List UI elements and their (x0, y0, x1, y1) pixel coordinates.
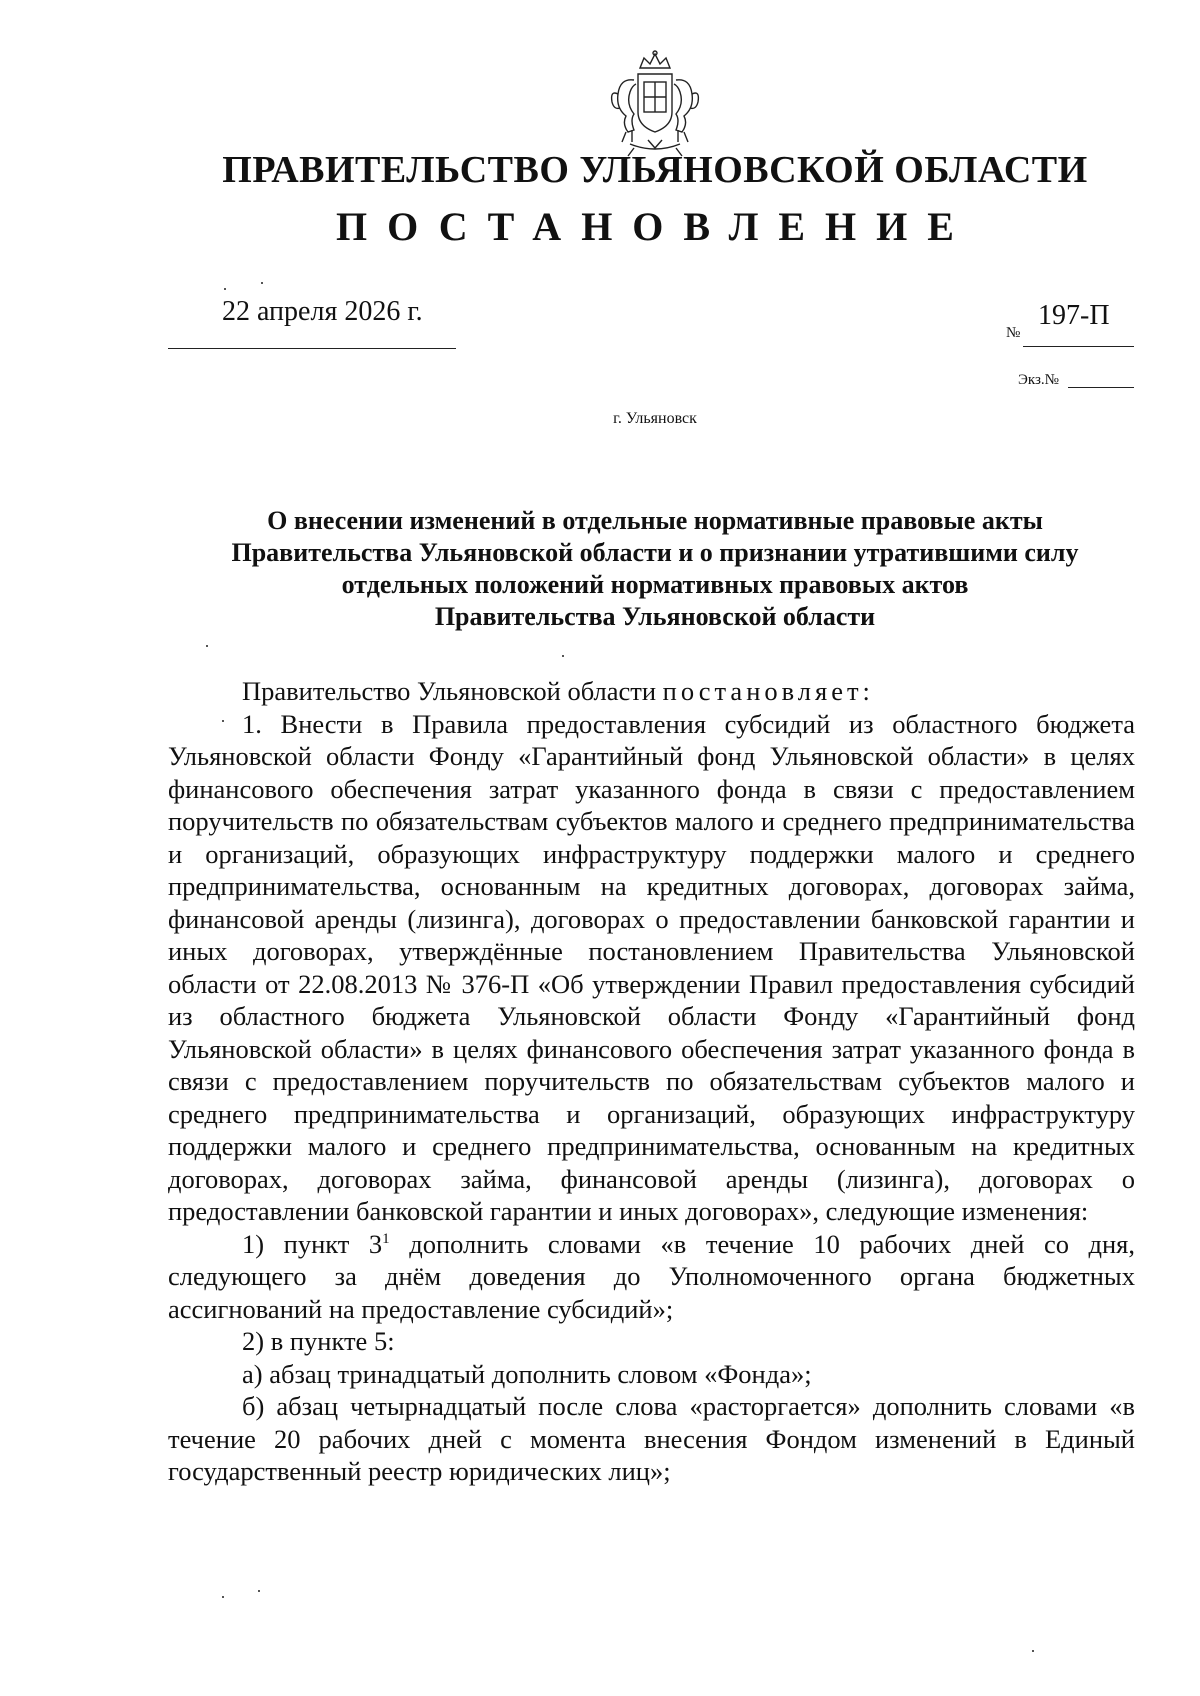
heading-line: Правительства Ульяновской области (434, 602, 876, 631)
heading-line: Правительства Ульяновской области и о признании утратившими силу (231, 538, 1079, 567)
number-label: № (1006, 325, 1021, 341)
copy-number-label: Экз.№ (1018, 372, 1059, 388)
document-heading (170, 505, 1140, 633)
scan-speck (562, 655, 564, 657)
heading-line: О внесении изменений в отдельные нормативные правовые акты (267, 506, 1043, 535)
organization-title: ПРАВИТЕЛЬСТВО УЛЬЯНОВСКОЙ ОБЛАСТИ (222, 149, 1088, 191)
subitem-1-rest: дополнить словами «в течение 10 рабочих дней со дня, следующего за днём доведения до Уполномоченного органа бюджетных ассигнований на предоставление субсидий»; (168, 1228, 1135, 1324)
scan-speck (222, 1596, 224, 1598)
preamble (168, 675, 1135, 708)
paragraph-subitem-1 (168, 1228, 1135, 1326)
paragraph-subitem-2: 2) в пункте 5: (242, 1326, 395, 1356)
scan-speck (222, 720, 224, 722)
subitem-1-prefix: 1) пункт 3 (242, 1228, 383, 1259)
paragraph-subitem-2a: а) абзац тринадцатый дополнить словом «Фонда»; (242, 1358, 812, 1389)
scan-speck (261, 282, 263, 284)
paragraph-subitem-2b: б) абзац четырнадцатый после слова «расторгается» дополнить словами «в течение 20 рабочих дней с момента внесения Фондом изменений в Единый государственный реестр юридических лиц»; (168, 1391, 1135, 1486)
heading-line: отдельных положений нормативных правовых актов (341, 570, 969, 599)
document-body (168, 675, 1135, 1488)
document-type: ПОСТАНОВЛЕНИЕ (336, 204, 974, 249)
preamble-verb: постановляет: (662, 676, 874, 706)
document-date: 22 апреля 2026 г. (222, 296, 423, 327)
subitem-1-superscript: 1 (382, 1230, 390, 1247)
scan-speck (206, 645, 208, 647)
preamble-text: Правительство Ульяновской области (242, 676, 663, 706)
city: г. Ульяновск (613, 410, 697, 427)
scan-speck (258, 1590, 260, 1592)
document-number: 197-П (1038, 300, 1110, 331)
scan-speck (1032, 1650, 1034, 1652)
scan-speck (224, 288, 226, 290)
coat-of-arms-icon (604, 50, 706, 160)
number-underline (1023, 346, 1134, 347)
date-underline (168, 348, 456, 349)
paragraph-item-1: 1. Внести в Правила предоставления субсидий из областного бюджета Ульяновской области Фонду «Гарантийный фонд Ульяновской области» в целях финансового обеспечения затрат указанного фонда в связи с предоставлением поручительств по обязательствам субъектов малого и среднего предпринимательства и организаций, образующих инфраструктуру поддержки малого и среднего предпринимательства, основанным на кредитных договорах, договорах займа, финансовой аренды (лизинга), договорах о предоставлении банковской гарантии и иных договорах, утверждённые постановлением Правительства Ульяновской области от 22.08.2013 № 376-П «Об утверждении Правил предоставления субсидий из областного бюджета Ульяновской области Фонду «Гарантийный фонд Ульяновской области» в целях финансового обеспечения затрат указанного фонда в связи с предоставлением поручительств по обязательствам субъектов малого и среднего предпринимательства и организаций, образующих инфраструктуру поддержки малого и среднего предпринимательства, основанным на кредитных договорах, договорах займа, финансовой аренды (лизинга), договорах о предоставлении банковской гарантии и иных договорах», следующие изменения: (168, 708, 1135, 1226)
copy-number-underline (1068, 387, 1134, 388)
